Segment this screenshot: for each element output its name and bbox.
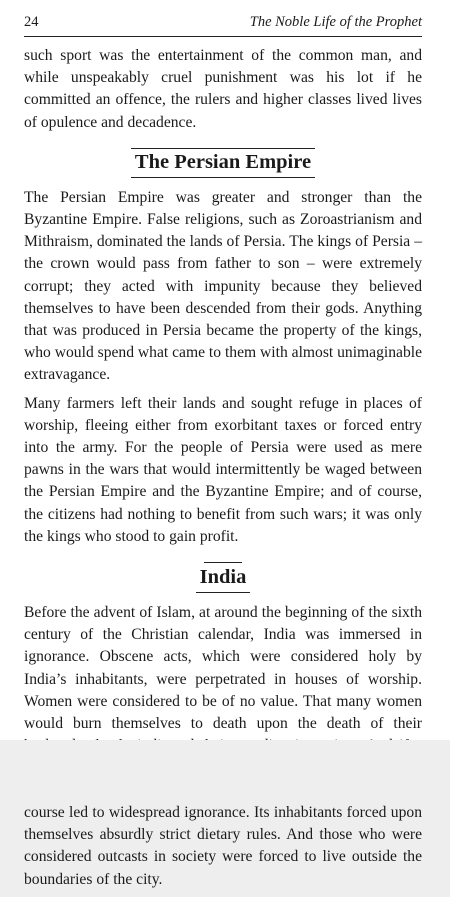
section-heading-persia-wrap (24, 148, 422, 178)
page-number: 24 (24, 14, 39, 30)
intro-paragraph: such sport was the entertainment of the common man, and while unspeakably cruel punishment was his lot if he committed an offence, the rulers and higher classes lived lives of opulence and decadence. (24, 47, 422, 131)
book-title: The Noble Life of the Prophet (249, 14, 422, 30)
persia-paragraph-1: The Persian Empire was greater and stronger than the Byzantine Empire. False religions, such as Zoroastrianism and Mithraism, dominated the lands of Persia. The kings of Persia – the crown would pass from father to son – were extremely corrupt; they acted with impunity because they believed themselves to have been descended from their gods. Anything that was produced in Persia became the property of the kings, who would spend what came to them with almost unimaginable extravagance. (24, 188, 422, 384)
persia-paragraph-2: Many farmers left their lands and sought refuge in places of worship, fleeing either from exorbitant taxes or forced entry into the army. For the people of Persia were used as mere pawns in the wars that would intermittently be waged between the Persian Empire and the Byzantine Empire; and of course, the citizens had nothing to benefit from such wars; it was only the kings who stood to gain profit. (24, 394, 422, 545)
section-heading-persian-empire: The Persian Empire (131, 148, 315, 178)
section-heading-india: India (196, 564, 251, 593)
running-header (24, 14, 422, 37)
viewer-bottom-area (0, 740, 450, 800)
section-heading-india-wrap (24, 564, 422, 593)
india-paragraph-1: Before the advent of Islam, at around the beginning of the sixth century of the Christian calendar, India was immersed in ignorance. Obscene acts, which were considered holy by India’s inhabitants, were perpetrated in houses of worship. Women were considered to be of no value. That many women would burn themselves to death upon the death of their course led to widespread ignorance. Its inhabitants forced upon themselves absurdly strict dietary rules. And those who were considered outcasts in society were forced to live outside the boundaries of the city. (24, 604, 422, 888)
